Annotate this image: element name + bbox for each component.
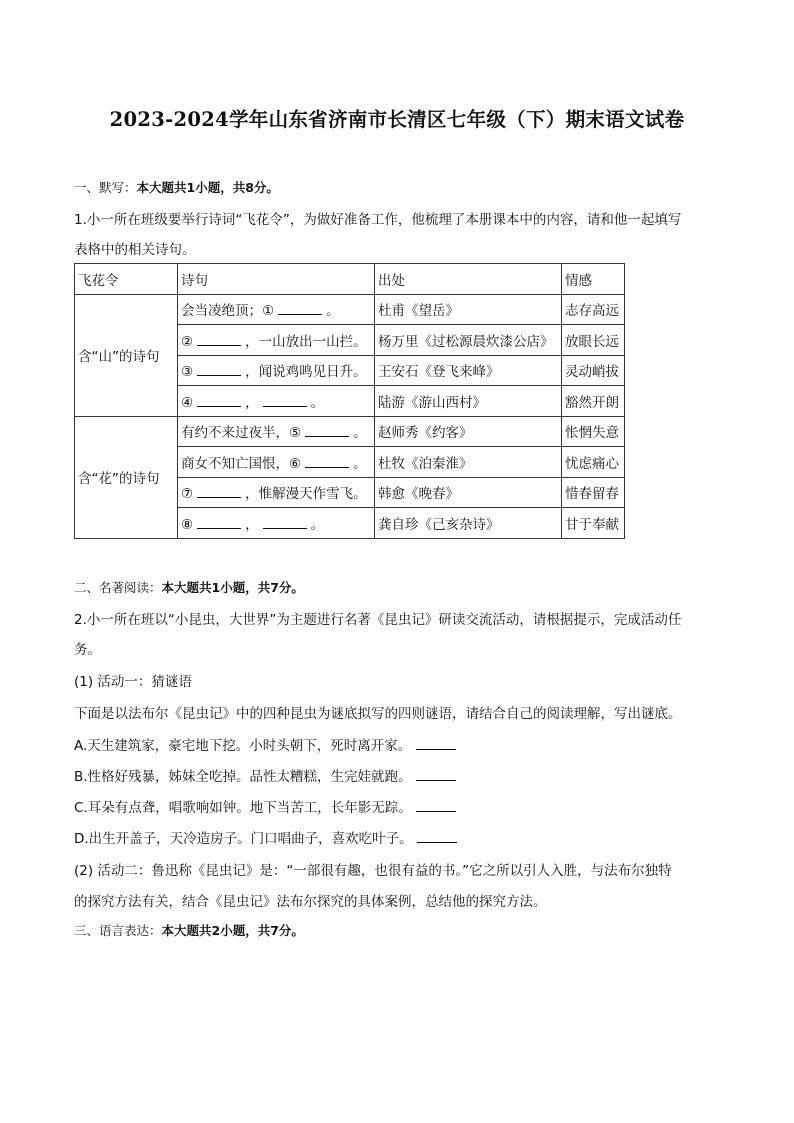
- q2-part2-line-2: 的探究方法有关，结合《昆虫记》法布尔探究的具体案例，总结他的探究方法。: [74, 894, 547, 910]
- emotion-cell: 豁然开朗: [562, 386, 625, 417]
- riddle-d-text: D.出生开盖子，天冷造房子。门口唱曲子，喜欢吃叶子。: [74, 831, 413, 847]
- header-emotion: 情感: [562, 264, 625, 295]
- poem-line-cell: [178, 447, 375, 478]
- poem-line-cell: [178, 294, 375, 325]
- poem-text-before: ③: [181, 364, 194, 381]
- emotion-cell: 放眼长远: [562, 325, 625, 356]
- poem-line-cell: [178, 325, 375, 356]
- riddle-d: [74, 827, 457, 847]
- emotion-cell: 怅惘失意: [562, 416, 625, 447]
- riddle-a-answer-blank[interactable]: [416, 749, 456, 750]
- emotion-cell: 惜春留春: [562, 477, 625, 508]
- riddle-c-answer-blank[interactable]: [416, 811, 456, 812]
- riddle-b-text: B.性格好残暴，姊妹全吃掉。品性太糟糕，生完娃就跑。: [74, 769, 412, 785]
- poem-text-before: 商女不知亡国恨，⑥: [181, 455, 302, 472]
- section-3-info: 本大题共2小题，共7分。: [161, 923, 304, 938]
- section-1-info: 本大题共1小题，共8分。: [136, 180, 279, 195]
- poem-text-before: ⑧: [181, 516, 194, 533]
- source-cell: 赵师秀《约客》: [375, 416, 562, 447]
- section-1-prefix: 一、默写：: [74, 180, 137, 195]
- q2-text-line-1: 2.小一所在班以“小昆虫，大世界”为主题进行名著《昆虫记》研读交流活动，请根据提示，完成活动任: [74, 612, 682, 628]
- header-poem-line: 诗句: [178, 264, 375, 295]
- fill-in-blank[interactable]: [197, 345, 241, 346]
- table-row: [75, 294, 625, 325]
- fill-in-blank[interactable]: [278, 314, 322, 315]
- poem-line-cell: [178, 508, 375, 539]
- table-header-row: [75, 264, 625, 295]
- poem-text-middle: ，闻说鸡鸣见日升。: [245, 364, 367, 381]
- source-cell: 陆游《游山西村》: [375, 386, 562, 417]
- section-3-prefix: 三、语言表达：: [74, 923, 162, 938]
- riddle-c-text: C.耳朵有点聋，唱歌响如钟。地下当苦工，长年影无踪。: [74, 800, 412, 816]
- emotion-cell: 忧虑痛心: [562, 447, 625, 478]
- poem-text-end: 。: [310, 516, 325, 533]
- page-title: 2023-2024学年山东省济南市长清区七年级（下）期末语文试卷: [109, 108, 685, 131]
- group-label: 含“花”的诗句: [75, 416, 178, 538]
- fill-in-blank[interactable]: [263, 528, 307, 529]
- poem-line-cell: [178, 416, 375, 447]
- source-cell: 杜甫《望岳》: [375, 294, 562, 325]
- riddle-a: [74, 734, 456, 754]
- source-cell: 杜牧《泊秦淮》: [375, 447, 562, 478]
- fill-in-blank[interactable]: [305, 436, 349, 437]
- riddle-b: [74, 765, 456, 785]
- fill-in-blank[interactable]: [197, 497, 241, 498]
- fill-in-blank[interactable]: [305, 467, 349, 468]
- riddle-c: [74, 796, 456, 816]
- poem-text-before: ④: [181, 394, 194, 411]
- source-cell: 杨万里《过松源晨炊漆公店》: [375, 325, 562, 356]
- poem-line-cell: [178, 386, 375, 417]
- fill-in-blank[interactable]: [197, 375, 241, 376]
- source-cell: 王安石《登飞来峰》: [375, 355, 562, 386]
- poem-line-cell: [178, 477, 375, 508]
- q2-text-line-2: 务。: [74, 642, 101, 658]
- group-label: 含“山”的诗句: [75, 294, 178, 416]
- poem-text-end: 。: [353, 425, 367, 442]
- section-2-heading: [74, 578, 304, 596]
- q2-part1-desc: 下面是以法布尔《昆虫记》中的四种昆虫为谜底拟写的四则谜语，请结合自己的阅读理解，写出谜底。: [74, 706, 682, 722]
- q2-part2-line-1: (2) 活动二：鲁迅称《昆虫记》是：“一部很有趣，也很有益的书。”它之所以引人入胜，与法布尔独特: [74, 863, 672, 879]
- emotion-cell: 灵动峭拔: [562, 355, 625, 386]
- fill-in-blank[interactable]: [263, 406, 307, 407]
- header-source: 出处: [375, 264, 562, 295]
- fill-in-blank[interactable]: [197, 528, 241, 529]
- table-row: [75, 416, 625, 447]
- poem-text-end: 。: [353, 455, 367, 472]
- q2-part1-title: (1) 活动一：猜谜语: [74, 674, 192, 690]
- feihualing-table: [74, 263, 625, 539]
- q1-text-line-1: 1.小一所在班级要举行诗词“飞花令”，为做好准备工作，他梳理了本册课本中的内容，请和他一起填写: [74, 212, 682, 228]
- poem-text-before: ②: [181, 333, 194, 350]
- poem-text-end: 。: [326, 303, 340, 320]
- riddle-b-answer-blank[interactable]: [416, 780, 456, 781]
- poem-text-middle: ，: [245, 516, 259, 533]
- emotion-cell: 志存高远: [562, 294, 625, 325]
- section-3-heading: [74, 921, 304, 939]
- source-cell: 韩愈《晚春》: [375, 477, 562, 508]
- section-1-heading: [74, 178, 279, 196]
- poem-line-cell: [178, 355, 375, 386]
- emotion-cell: 甘于奉献: [562, 508, 625, 539]
- poem-text-end: 。: [310, 394, 325, 411]
- header-feihualing: 飞花令: [75, 264, 178, 295]
- riddle-d-answer-blank[interactable]: [417, 842, 457, 843]
- poem-text-middle: ，一山放出一山拦。: [245, 333, 367, 350]
- poem-text-before: ⑦: [181, 486, 194, 503]
- riddle-a-text: A.天生建筑家，豪宅地下挖。小时头朝下，死时离开家。: [74, 738, 412, 754]
- source-cell: 龚自珍《己亥杂诗》: [375, 508, 562, 539]
- fill-in-blank[interactable]: [197, 406, 241, 407]
- section-2-prefix: 二、名著阅读：: [74, 580, 162, 595]
- poem-text-before: 有约不来过夜半，⑤: [181, 425, 302, 442]
- poem-text-before: 会当凌绝顶；①: [181, 303, 275, 320]
- q1-text-line-2: 表格中的相关诗句。: [74, 242, 196, 258]
- section-2-info: 本大题共1小题，共7分。: [161, 580, 304, 595]
- poem-text-middle: ，: [245, 394, 259, 411]
- poem-text-middle: ，惟解漫天作雪飞。: [245, 486, 367, 503]
